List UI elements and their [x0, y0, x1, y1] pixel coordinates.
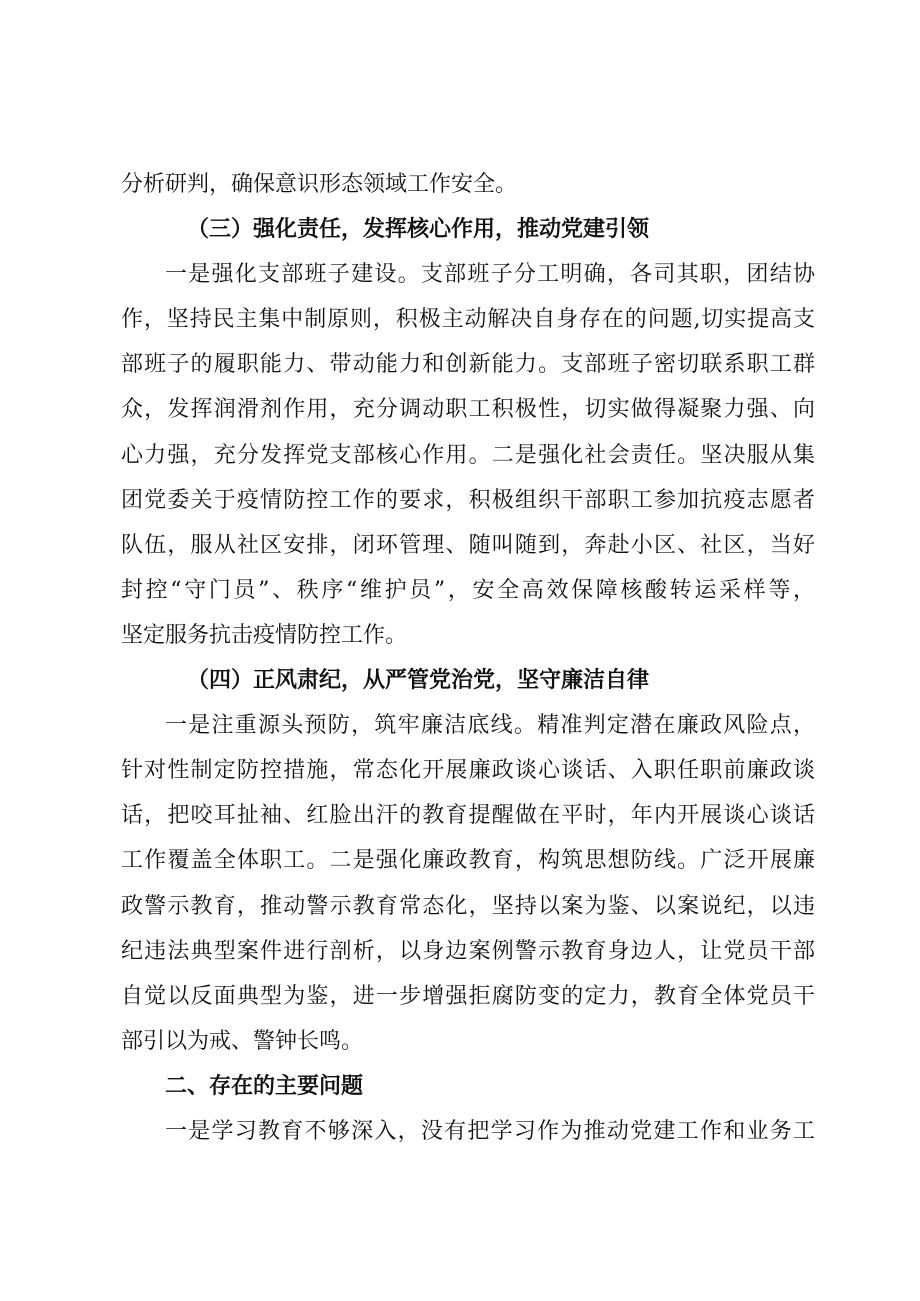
paragraph-line: 部引以为戒、警钟长鸣。 — [121, 1028, 364, 1054]
paragraph-line: 分析研判，确保意识形态领域工作安全。 — [121, 172, 518, 197]
paragraph-line: 坚定服务抗击疫情防控工作。 — [121, 622, 408, 648]
paragraph-line: 一是学习教育不够深入，没有把学习作为推动党建工作和业务工 — [165, 1118, 815, 1144]
paragraph-line: 封控“守门员”、秩序“维护员”，安全高效保障核酸转运采样等， — [121, 577, 815, 603]
paragraph-line: 纪违法典型案件进行剖析，以身边案例警示教育身边人，让党员干部 — [121, 938, 815, 964]
paragraph-line: 队伍，服从社区安排，闭环管理、随叫随到，奔赴小区、社区，当好 — [121, 532, 815, 558]
section-heading-2: 二、存在的主要问题 — [165, 1073, 364, 1099]
paragraph-line: 工作覆盖全体职工。二是强化廉政教育，构筑思想防线。广泛开展廉 — [121, 848, 815, 874]
paragraph-line: 政警示教育，推动警示教育常态化，坚持以案为鉴、以案说纪，以违 — [121, 893, 815, 919]
paragraph-line: 一是注重源头预防，筑牢廉洁底线。精准判定潜在廉政风险点， — [165, 713, 815, 739]
section-heading-3: （三）强化责任，发挥核心作用，推动党建引领 — [187, 217, 650, 243]
document-body — [121, 162, 815, 1154]
paragraph-line: 心力强，充分发挥党支部核心作用。二是强化社会责任。坚决服从集 — [121, 442, 815, 468]
paragraph-line: 自觉以反面典型为鉴，进一步增强拒腐防变的定力，教育全体党员干 — [121, 983, 815, 1009]
paragraph-line: 一是强化支部班子建设。支部班子分工明确，各司其职，团结协 — [165, 262, 815, 288]
paragraph-line: 团党委关于疫情防控工作的要求，积极组织干部职工参加抗疫志愿者 — [121, 487, 815, 513]
paragraph-line: 针对性制定防控措施，常态化开展廉政谈心谈话、入职任职前廉政谈 — [121, 758, 815, 784]
paragraph-line: 作，坚持民主集中制原则，积极主动解决自身存在的问题,切实提高支 — [121, 307, 815, 333]
section-heading-4: （四）正风肃纪，从严管党治党，坚守廉洁自律 — [187, 668, 650, 694]
paragraph-line: 部班子的履职能力、带动能力和创新能力。支部班子密切联系职工群 — [121, 352, 815, 378]
paragraph-line: 话，把咬耳扯袖、红脸出汗的教育提醒做在平时，年内开展谈心谈话 — [121, 803, 815, 829]
paragraph-line: 众，发挥润滑剂作用，充分调动职工积极性，切实做得凝聚力强、向 — [121, 397, 815, 423]
